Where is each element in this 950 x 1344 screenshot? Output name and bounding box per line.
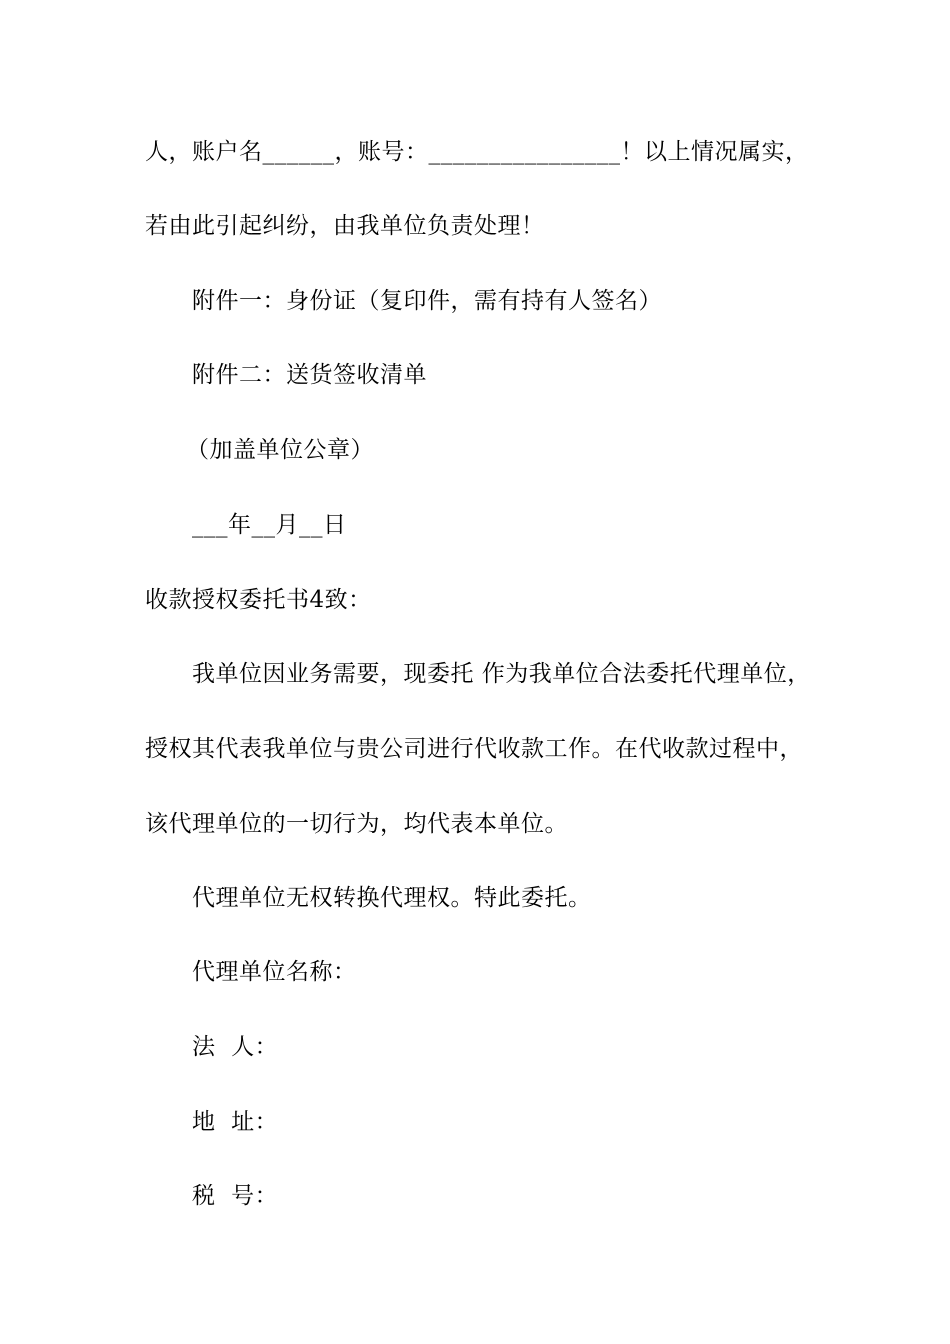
body-paragraph-line-1: 我单位因业务需要，现委托 作为我单位合法委托代理单位，: [192, 661, 811, 687]
body-paragraph-line-2: 授权其代表我单位与贵公司进行代收款工作。在代收款过程中，: [145, 736, 803, 762]
attachment-two: 附件二：送货签收清单: [192, 362, 427, 388]
account-line: 人，账户名______，账号：________________！以上情况属实，: [145, 139, 809, 165]
date-line: ___年__月__日: [192, 512, 347, 538]
dispute-line: 若由此引起纠纷，由我单位负责处理！: [145, 213, 545, 239]
address-label: 地 址：: [192, 1109, 279, 1135]
body-paragraph-line-3: 该代理单位的一切行为，均代表本单位。: [145, 811, 568, 837]
tax-number-label: 税 号：: [192, 1183, 279, 1209]
no-transfer-statement: 代理单位无权转换代理权。特此委托。: [192, 885, 592, 911]
legal-person-label: 法 人：: [192, 1034, 279, 1060]
seal-note: （加盖单位公章）: [186, 437, 374, 463]
section-title: 收款授权委托书4致：: [145, 587, 372, 613]
agent-name-label: 代理单位名称：: [192, 959, 357, 985]
attachment-one: 附件一：身份证（复印件，需有持有人签名）: [192, 288, 662, 314]
